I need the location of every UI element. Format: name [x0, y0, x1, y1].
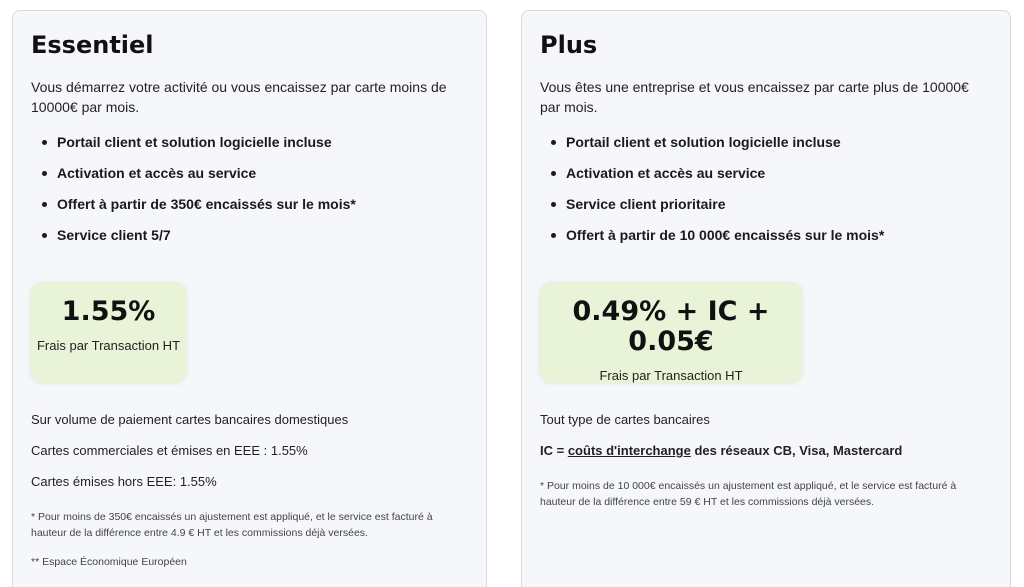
bullet-icon	[42, 140, 47, 145]
plan-details	[540, 411, 992, 523]
ic-suffix: des réseaux CB, Visa, Mastercard	[690, 443, 903, 458]
feature-list	[31, 132, 468, 245]
feature-item	[540, 132, 992, 152]
feature-text: Offert à partir de 350€ encaissés sur le mois*	[57, 196, 356, 212]
bullet-icon	[551, 171, 556, 176]
plan-title: Plus	[540, 31, 598, 59]
feature-text: Portail client et solution logicielle incluse	[57, 134, 332, 150]
bullet-icon	[551, 233, 556, 238]
volume-info: Sur volume de paiement cartes bancaires domestiques	[31, 412, 349, 427]
bullet-icon	[42, 233, 47, 238]
bullet-icon	[42, 202, 47, 207]
price-value: 1.55%	[61, 296, 156, 327]
feature-item	[31, 194, 468, 214]
feature-text: Activation et accès au service	[57, 165, 257, 181]
non-eee-rate-info: Cartes émises hors EEE: 1.55%	[31, 474, 217, 489]
feature-list	[540, 132, 992, 245]
plan-card-plus	[521, 10, 1011, 587]
price-label: Frais par Transaction HT	[36, 338, 181, 353]
plan-description: Vous démarrez votre activité ou vous encaissez par carte moins de 10000€ par mois.	[31, 79, 447, 115]
feature-item	[31, 163, 468, 183]
feature-text: Portail client et solution logicielle incluse	[566, 134, 841, 150]
price-value: 0.49% + IC + 0.05€	[572, 296, 770, 357]
feature-item	[31, 132, 468, 152]
price-box	[31, 283, 186, 383]
plan-description: Vous êtes une entreprise et vous encaissez par carte plus de 10000€ par mois.	[540, 79, 969, 115]
bullet-icon	[551, 140, 556, 145]
feature-item	[540, 225, 992, 245]
feature-item	[31, 225, 468, 245]
price-box	[540, 283, 802, 383]
plan-card-essentiel	[12, 10, 487, 587]
plan-title: Essentiel	[31, 31, 154, 59]
card-types-info: Tout type de cartes bancaires	[540, 412, 710, 427]
interchange-link[interactable]: coûts d'interchange	[567, 443, 691, 458]
footnote: * Pour moins de 350€ encaissés un ajustement est appliqué, et le service est facturé à hauteur de la différence entre 4.9 € HT et les commissions déjà versées.	[31, 511, 433, 539]
plan-details	[31, 411, 468, 583]
price-label: Frais par Transaction HT	[599, 368, 743, 383]
footnote: * Pour moins de 10 000€ encaissés un ajustement est appliqué, et le service est facturé à hauteur de la différence entre 59 € HT et les commissions déjà versées.	[540, 480, 957, 508]
feature-item	[540, 163, 992, 183]
ic-prefix: IC =	[540, 443, 568, 458]
bullet-icon	[42, 171, 47, 176]
feature-text: Service client 5/7	[57, 227, 171, 243]
feature-text: Activation et accès au service	[566, 165, 766, 181]
feature-text: Offert à partir de 10 000€ encaissés sur le mois*	[566, 227, 885, 243]
bullet-icon	[551, 202, 556, 207]
feature-text: Service client prioritaire	[566, 196, 726, 212]
footnote-eee: ** Espace Économique Européen	[31, 556, 187, 568]
ic-definition	[540, 442, 992, 460]
eee-rate-info: Cartes commerciales et émises en EEE : 1.55%	[31, 443, 308, 458]
feature-item	[540, 194, 992, 214]
